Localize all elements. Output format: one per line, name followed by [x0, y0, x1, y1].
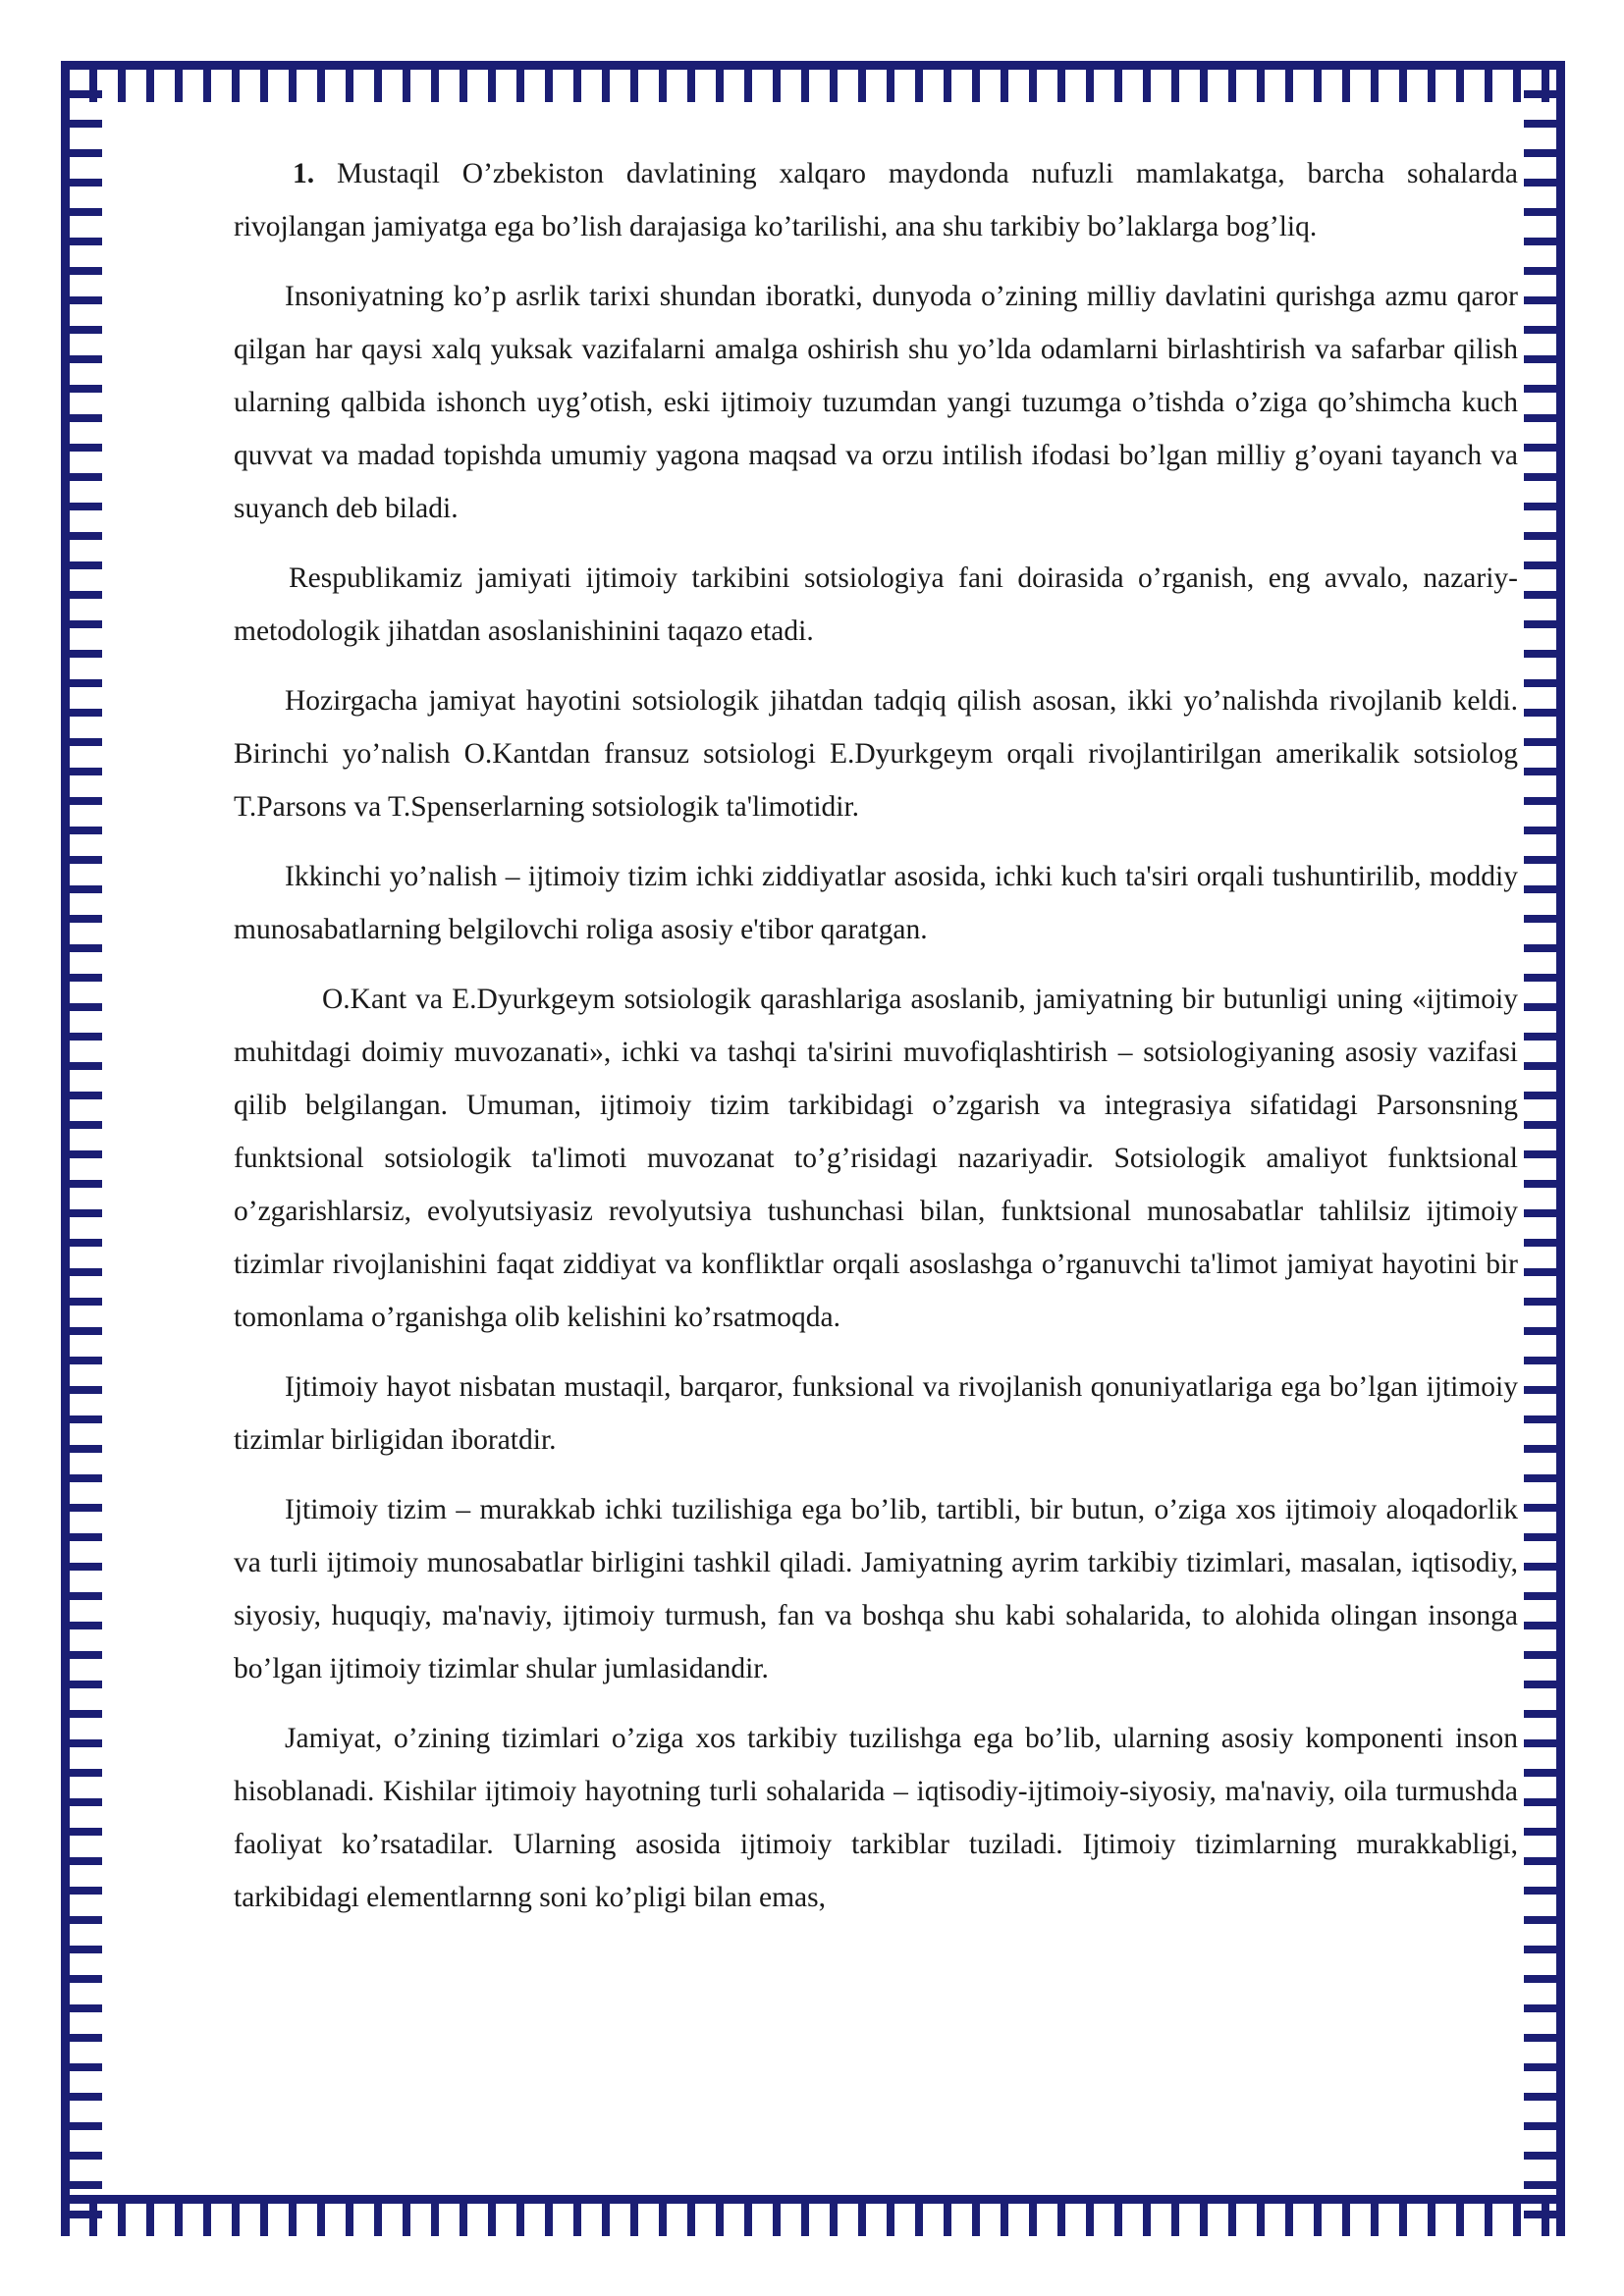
border-left	[61, 61, 102, 2236]
paragraph: Jamiyat, o’zining tizimlari o’ziga xos tarkibiy tuzilishga ega bo’lib, ularning asosiy komponenti inson hisoblanadi. Kishilar ijtimoiy hayotning turli sohalarida – iqtisodiy-ijtimoiy-siyosiy, ma'naviy, oila turmushda faoliyat ko’rsatadilar. Ularning asosida ijtimoiy tarkiblar tuziladi. Ijtimoiy tizimlarning murakkabligi, tarkibidagi elementlarnng soni ko’pligi bilan emas,	[234, 1723, 1518, 1913]
paragraph: Ijtimoiy tizim – murakkab ichki tuzilishiga ega bo’lib, tartibli, bir butun, o’ziga xos ijtimoiy aloqadorlik va turli ijtimoiy munosabatlar birligini tashkil qiladi. Jamiyatning ayrim tarkibiy tizimlari, masalan, iqtisodiy, siyosiy, huquqiy, ma'naviy, ijtimoiy turmush, fan va boshqa shu kabi sohalarida, to alohida olingan insonga bo’lgan ijtimoiy tizimlar shular jumlasidandir.	[234, 1494, 1518, 1684]
paragraph: Ijtimoiy hayot nisbatan mustaqil, barqaror, funksional va rivojlanish qonuniyatlariga ega bo’lgan ijtimoiy tizimlar birligidan iboratdir.	[234, 1371, 1518, 1456]
paragraph: Respublikamiz jamiyati ijtimoiy tarkibini sotsiologiya fani doirasida o’rganish, eng avvalo, nazariy-metodologik jihatdan asoslanishinini taqazo etadi.	[234, 562, 1518, 647]
paragraph	[234, 147, 1518, 253]
border-bottom	[61, 2195, 1565, 2236]
document-body	[234, 147, 1518, 1924]
border-right	[1524, 61, 1565, 2236]
paragraph: Insoniyatning ko’p asrlik tarixi shundan iboratki, dunyoda o’zining milliy davlatini qurishga azmu qaror qilgan har qaysi xalq yuksak vazifalarni amalga oshirish shu yo’lda odamlarni birlashtirish va safarbar qilish ularning qalbida ishonch uyg’otish, eski ijtimoiy tuzumdan yangi tuzumga o’tishda o’ziga qo’shimcha kuch quvvat va madad topishda umumiy yagona maqsad va orzu intilish ifodasi bo’lgan milliy g’oyani tayanch va suyanch deb biladi.	[234, 281, 1518, 524]
paragraph: Hozirgacha jamiyat hayotini sotsiologik jihatdan tadqiq qilish asosan, ikki yo’nalishda rivojlanib keldi. Birinchi yo’nalish O.Kantdan fransuz sotsiologi E.Dyurkgeym orqali rivojlantirilgan amerikalik sotsiolog T.Parsons va T.Spenserlarning sotsiologik ta'limotidir.	[234, 685, 1518, 823]
paragraph-number: 1.	[293, 158, 315, 189]
paragraph-text: Mustaqil O’zbekiston davlatining xalqaro maydonda nufuzli mamlakatga, barcha sohalarda rivojlangan jamiyatga ega bo’lish darajasiga ko’tarilishi, ana shu tarkibiy bo’laklarga bog’liq.	[234, 158, 1518, 242]
paragraph: Ikkinchi yo’nalish – ijtimoiy tizim ichki ziddiyatlar asosida, ichki kuch ta'siri orqali tushuntirilib, moddiy munosabatlarning belgilovchi roliga asosiy e'tibor qaratgan.	[234, 861, 1518, 945]
border-top	[61, 61, 1565, 102]
paragraph: O.Kant va E.Dyurkgeym sotsiologik qarashlariga asoslanib, jamiyatning bir butunligi uning «ijtimoiy muhitdagi doimiy muvozanati», ichki va tashqi ta'sirini muvofiqlashtirish – sotsiologiyaning asosiy vazifasi qilib belgilangan. Umuman, ijtimoiy tizim tarkibidagi o’zgarish va integrasiya sifatidagi Parsonsning funktsional sotsiologik ta'limoti muvozanat to’g’risidagi nazariyadir. Sotsiologik amaliyot funktsional o’zgarishlarsiz, evolyutsiyasiz revolyutsiya tushunchasi bilan, funktsional munosabatlar tahlilsiz ijtimoiy tizimlar rivojlanishini faqat ziddiyat va konfliktlar orqali asoslashga o’rganuvchi ta'limot jamiyat hayotini bir tomonlama o’rganishga olib kelishini ko’rsatmoqda.	[234, 984, 1518, 1333]
